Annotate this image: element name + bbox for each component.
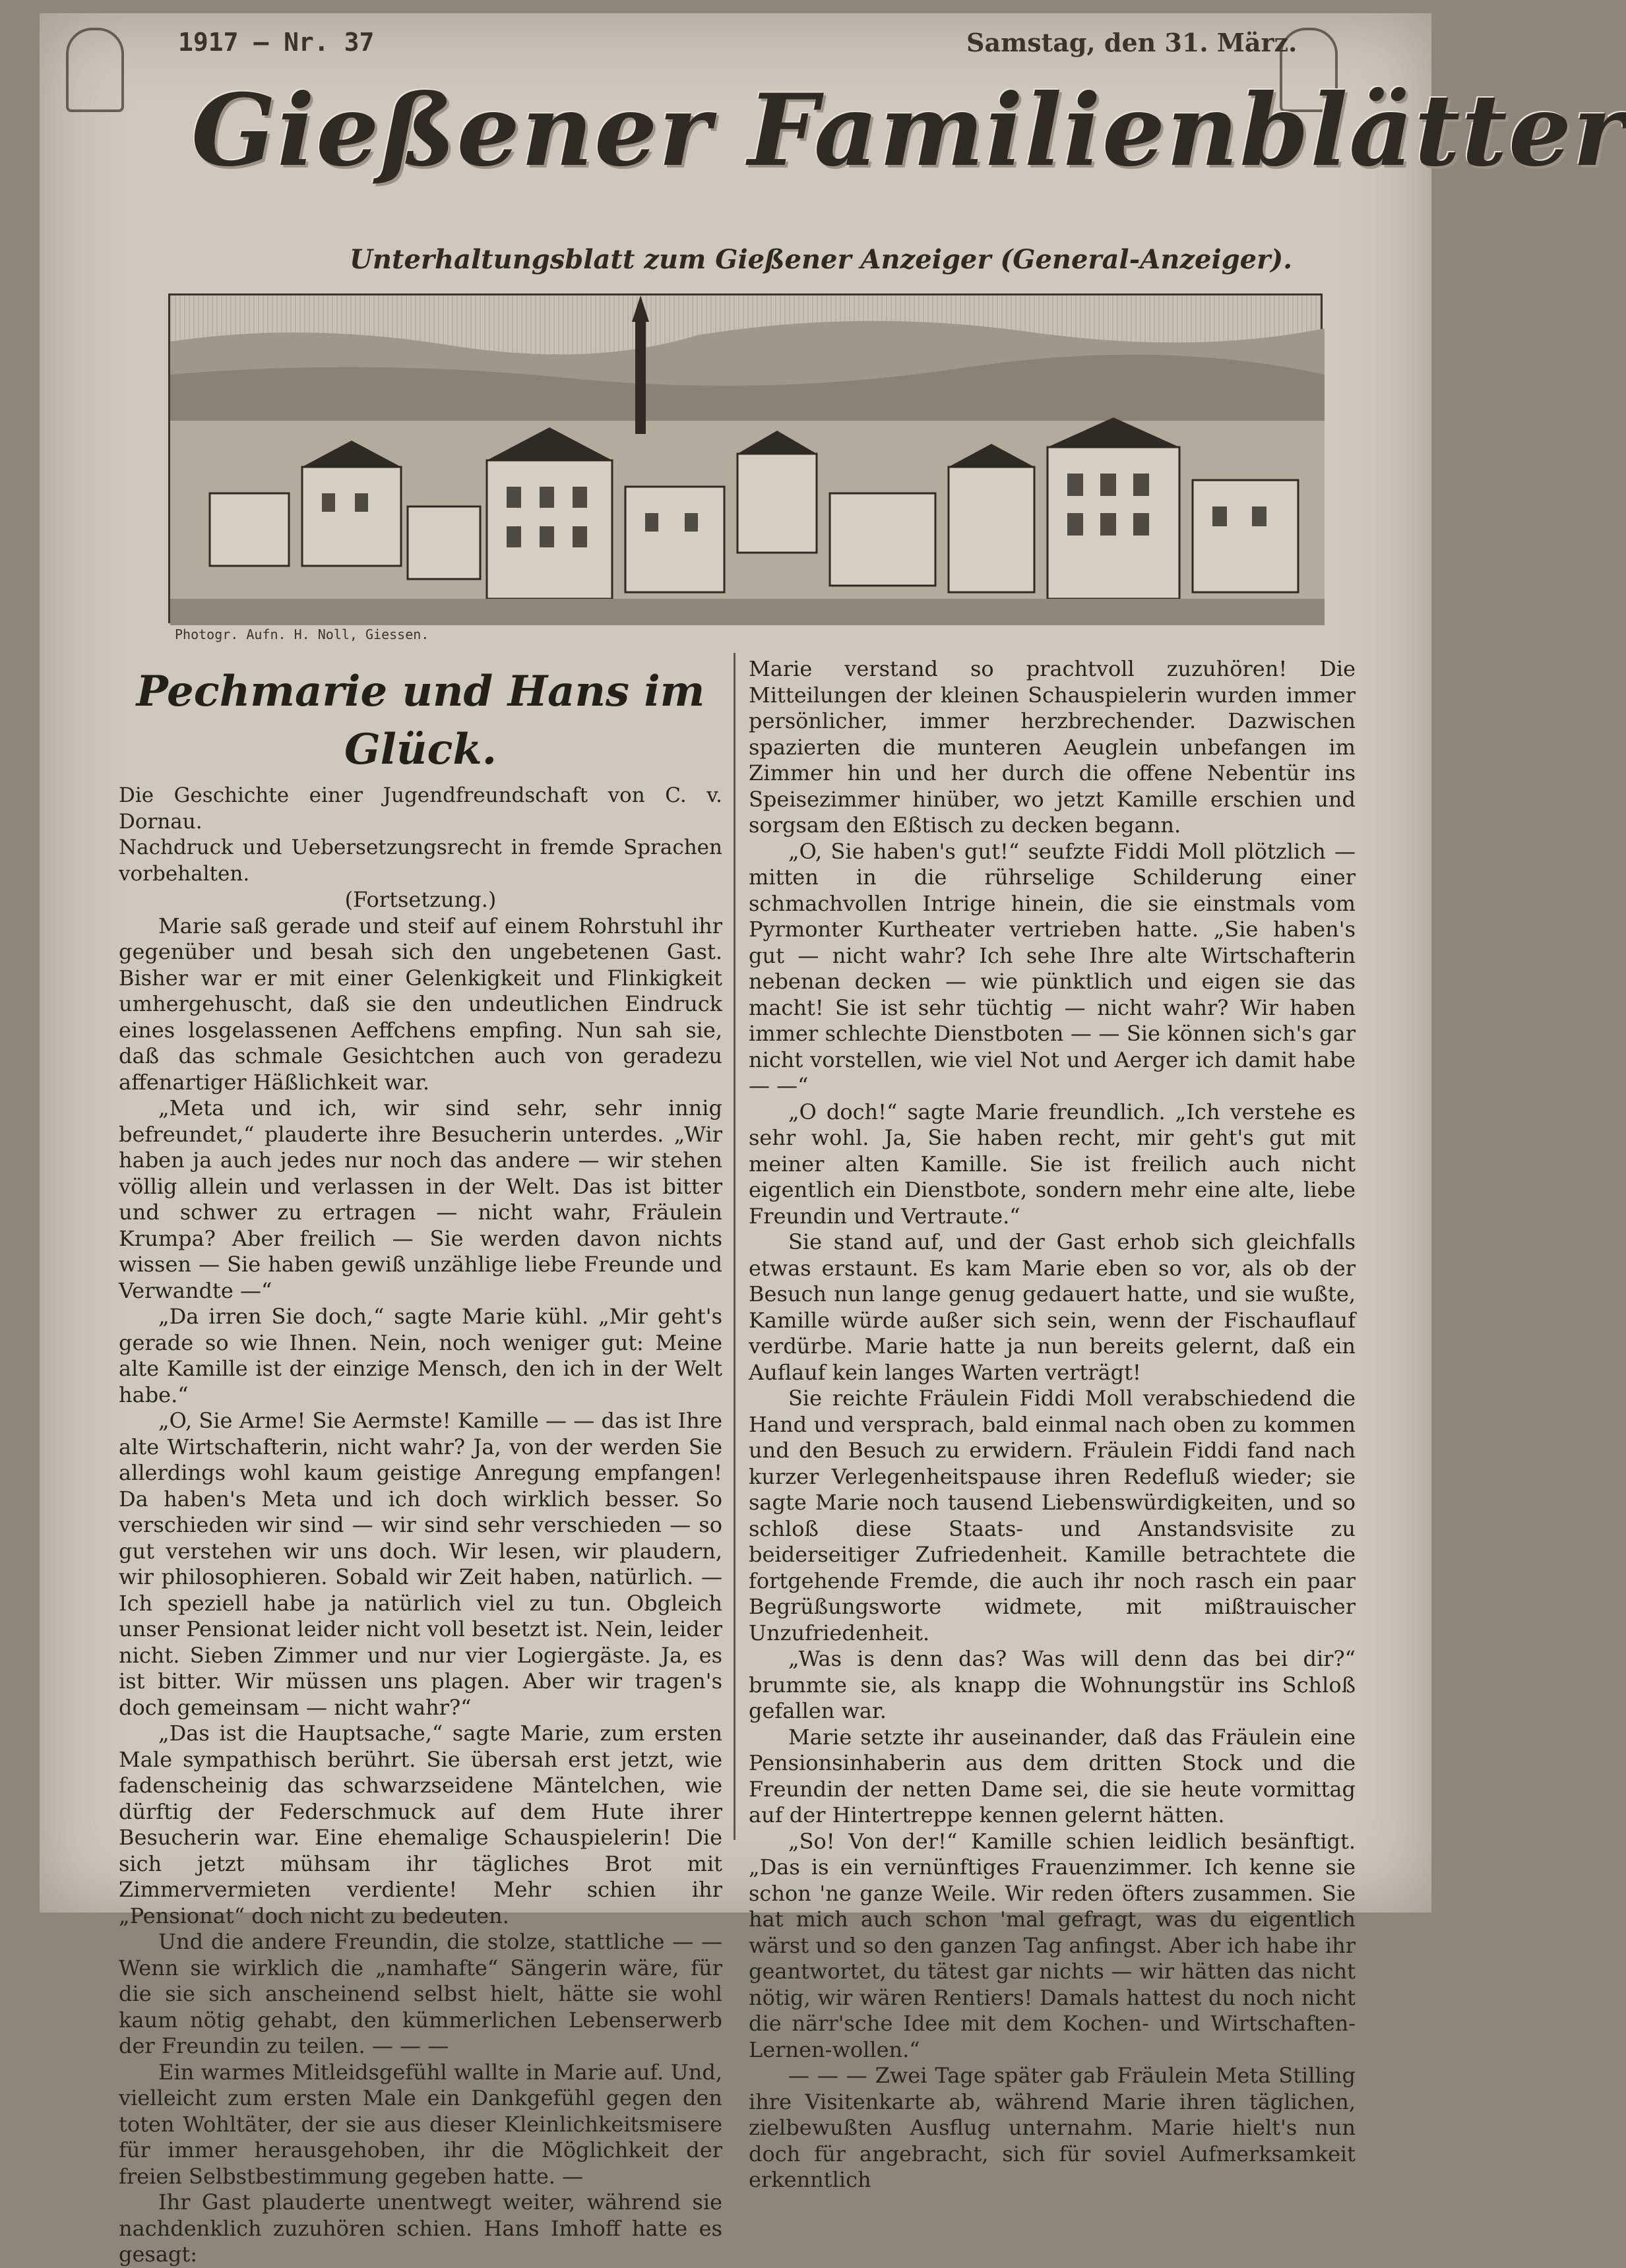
paragraph: Sie stand auf, und der Gast erhob sich gleichfalls etwas erstaunt. Es kam Marie eben so vor, als ob der Besuch nun lange genug gedauert hatte, und sie wußte, Kamille würde außer sich sein, wenn der Fischauflauf verdürbe. Marie hatte ja nun bereits gelernt, daß ein Auflauf kein langes Warten verträgt! — [749, 1229, 1356, 1385]
issue-number: 1917 — Nr. 37 — [178, 28, 375, 57]
paragraph: Marie setzte ihr auseinander, daß das Fräulein eine Pensionsinhaberin aus dem dritten Stock und die Freundin der netten Dame sei, die sie heute vormittag auf der Hintertreppe kennen gelernt hätten. — [749, 1724, 1356, 1827]
rights-notice: Nachdruck und Uebersetzungsrecht in fremde Sprachen vorbehalten. — [119, 836, 722, 886]
paragraph: „O, Sie Arme! Sie Aermste! Kamille — — das ist Ihre alte Wirtschafterin, nicht wahr? Ja, von der werden Sie allerdings wohl kaum geistige Anregung empfangen! Da haben's Meta und ich doch wirklich besser. So verschieden wir sind — wir sind sehr verschieden — so gut verstehen wir uns doch. Wir lesen, wir plaudern, wir philosophieren. Sobald wir Zeit haben, natürlich. — Ich speziell habe ja natürlich viel zu tun. Obgleich unser Pensionat leider nicht voll besetzt ist. Nein, leider nicht. Sieben Zimmer und nur vier Logiergäste. Ja, es ist bitter. Wir müssen uns plagen. Aber wir tragen's doch gemeinsam — nicht wahr?“ — [119, 1408, 722, 1720]
paragraph: Sie reichte Fräulein Fiddi Moll verabschiedend die Hand und versprach, bald einmal nach oben zu kommen und den Besuch zu erwidern. Fräulein Fiddi fand nach kurzer Verlegenheitspause ihren Redefluß wieder; sie sagte Marie noch tausend Liebenswürdigkeiten, und so schloß diese Staats- und Anstandsvisite zu beiderseitiger Zufriedenheit. Kamille betrachtete die fortgehende Fremde, die auch ihr noch rasch ein paar Begrüßungsworte widmete, mit mißtrauischer Unzufriedenheit. — [749, 1386, 1356, 1645]
paragraph: Und die andere Freundin, die stolze, stattliche — — Wenn sie wirklich die „namhafte“ Sängerin wäre, für die sie sich anscheinend selbst hielt, hätte sie wohl kaum nötig gehabt, den kümmerlichen Lebenserwerb der Freundin zu teilen. — — — — [119, 1929, 722, 2058]
paragraph: „Meta und ich, wir sind sehr, sehr innig befreundet,“ plauderte ihre Besucherin unterdes. „Wir haben ja auch jedes nur noch das andere — wir stehen völlig allein und verlassen in der Welt. Das ist bitter und schwer zu ertragen — nicht wahr, Fräulein Krumpa? Aber freilich — Sie werden davon nichts wissen — Sie haben gewiß unzählige liebe Freunde und Verwandte —“ — [119, 1095, 722, 1303]
issue-line — [40, 22, 1431, 62]
continuation-note: (Fortsetzung.) — [344, 887, 497, 912]
paragraph: „Da irren Sie doch,“ sagte Marie kühl. „Mir geht's gerade so wie Ihnen. Nein, noch weniger gut: Meine alte Kamille ist der einzige Mensch, den ich in der Welt habe.“ — [119, 1304, 722, 1407]
paragraph: „Was is denn das? Was will denn das bei dir?“ brummte sie, als knapp die Wohnungstür ins Schloß gefallen war. — [749, 1646, 1356, 1723]
article-title: Pechmarie und Hans im Glück. — [136, 667, 705, 774]
issue-date: Samstag, den 31. März. — [966, 28, 1298, 57]
article-byline: Die Geschichte einer Jugendfreundschaft von C. v. Dornau. — [119, 783, 722, 834]
newspaper-page — [40, 13, 1626, 2267]
paragraph: „Das ist die Hauptsache,“ sagte Marie, zum ersten Male sympathisch berührt. Sie übersah erst jetzt, wie fadenscheinig das schwarzseidene Mäntelchen, wie dürftig der Federschmuck auf dem Hute ihrer Besucherin war. Eine ehemalige Schauspielerin! Die sich jetzt mühsam ihr tägliches Brot mit Zimmervermieten verdiente! Mehr schien ihr „Pensionat“ doch nicht zu bedeuten. — [119, 1721, 722, 1928]
paragraph: Marie saß gerade und steif auf einem Rohrstuhl ihr gegenüber und besah sich den ungebetenen Gast. Bisher war er mit einer Gelenkigkeit und Flinkigkeit umhergehuscht, daß sie den undeutlichen Eindruck eines losgelassenen Aeffchens empfing. Nun sah sie, daß das schmale Gesichtchen auch von geradezu affenartiger Häßlichkeit war. — [119, 913, 722, 1095]
paragraph: Ein warmes Mitleidsgefühl wallte in Marie auf. Und, vielleicht zum ersten Male ein Dankgefühl gegen den toten Wohltäter, der sie aus dieser Kleinlichkeitsmisere für immer herausgehoben, ihr die Möglichkeit der freien Selbstbestimmung gegeben hatte. — — [119, 2059, 722, 2189]
paragraph: Marie verstand so prachtvoll zuzuhören! Die Mitteilungen der kleinen Schauspielerin wurden immer persönlicher, immer herzbrechender. Dazwischen spazierten die munteren Aeuglein unbefangen im Zimmer hin und her durch die offene Nebentür ins Speisezimmer hinüber, wo jetzt Kamille erschien und sorgsam den Eßtisch zu decken begann. — [749, 656, 1356, 838]
masthead-subtitle: Unterhaltungsblatt zum Gießener Anzeiger (General-Anzeiger). — [350, 244, 1293, 275]
paragraph: „O doch!“ sagte Marie freundlich. „Ich verstehe es sehr wohl. Ja, Sie haben recht, mir geht's gut mit meiner alten Kamille. Sie ist freilich auch nicht eigentlich ein Dienstbote, sondern mehr eine alte, liebe Freundin und Vertraute.“ — [749, 1099, 1356, 1229]
column-left — [119, 656, 722, 2268]
paragraph: — — — Zwei Tage später gab Fräulein Meta Stilling ihre Visitenkarte ab, während Marie ihren täglichen, zielbewußten Ausflug unternahm. Marie hielt's nun doch für angebracht, sich für soviel Aufmerksamkeit erkenntlich — [749, 2063, 1356, 2192]
paragraph: „O, Sie haben's gut!“ seufzte Fiddi Moll plötzlich — mitten in die rührselige Schilderung einer schmachvollen Intrige hinein, die sie einstmals vom Pyrmonter Kurtheater vertrieben hatte. „Sie haben's gut — nicht wahr? Ich sehe Ihre alte Wirtschafterin nebenan decken — wie pünktlich und eigen sie das macht! Sie ist sehr tüchtig — nicht wahr? Wir haben immer schlechte Dienstboten — — Sie können sich's gar nicht vorstellen, wie viel Not und Aerger ich damit habe — —“ — [749, 838, 1356, 1098]
column-right — [749, 656, 1356, 2193]
city-skyline-illustration — [170, 295, 1325, 625]
masthead-title: Gießener Familienblätter — [191, 73, 1626, 189]
column-divider — [734, 653, 735, 1840]
paragraph: „So! Von der!“ Kamille schien leidlich besänftigt. „Das is ein vernünftiges Frauenzimmer. Ich kenne sie schon 'ne ganze Weile. Wir reden öfters zusammen. Sie hat mich auch schon 'mal gefragt, was du eigentlich wärst und so den ganzen Tag anfingst. Aber ich habe ihr geantwortet, du tätest gar nichts — wir hätten das nicht nötig, wir wären Rentiers! Damals hattest du noch nicht die närr'sche Idee mit dem Kochen- und Wirtschaften-Lernen-wollen.“ — [749, 1828, 1356, 2062]
engraving-credit: Photogr. Aufn. H. Noll, Giessen. — [175, 627, 429, 642]
city-engraving — [168, 293, 1323, 623]
corner-ornament-left — [66, 28, 124, 112]
paragraph: Ihr Gast plauderte unentwegt weiter, während sie nachdenklich zuzuhören schien. Hans Imhoff hatte es gesagt: — [119, 2190, 722, 2267]
